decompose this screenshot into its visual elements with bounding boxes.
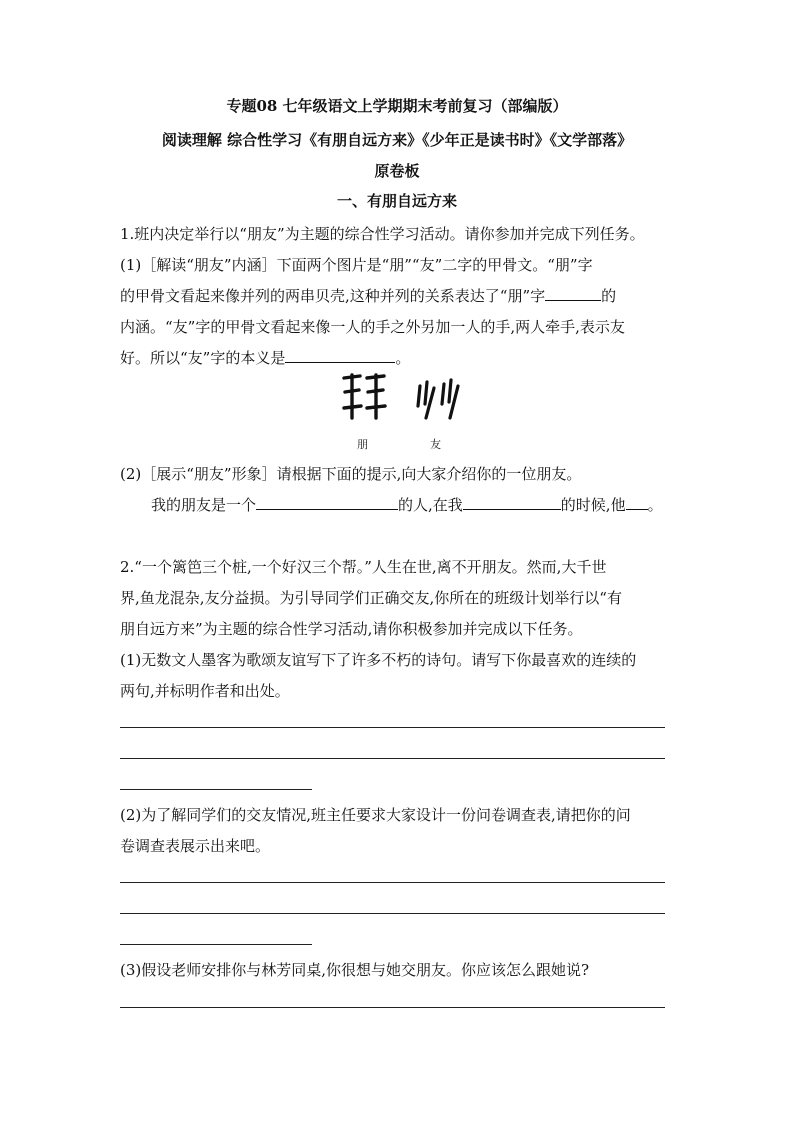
- q1-part1-line3: 内涵。“友”字的甲骨文看起来像一人的手之外另加一人的手,两人牵手,表示友: [120, 318, 625, 336]
- q2-part2-line2: 卷调查表展示出来吧。: [120, 837, 271, 855]
- q1-part2-text-d: 。: [647, 496, 663, 514]
- oracle-bone-you-image: [414, 372, 462, 432]
- answer-blank-situation[interactable]: [463, 495, 561, 510]
- q1-part1-line2-text: 的甲骨文看起来像并列的两串贝壳,这种并列的关系表达了“朋”字: [120, 287, 546, 305]
- doc-subtitle: 阅读理解 综合性学习《有朋自远方来》《少年正是读书时》《文学部落》: [161, 131, 633, 149]
- q1-part1-line4-tail: 。: [395, 349, 411, 367]
- doc-version-label: 原卷板: [374, 162, 420, 180]
- q1-part1-line2: [120, 286, 680, 306]
- section-heading: 一、有朋自远方来: [336, 192, 457, 210]
- q1-part1-line4: [120, 348, 680, 368]
- q1-part2-line1: (2)［展示“朋友”形象］请根据下面的提示,向大家介绍你的一位朋友。: [120, 465, 582, 483]
- oracle-bone-peng-image: [340, 372, 388, 432]
- answer-line-q2-1c[interactable]: [120, 789, 312, 790]
- answer-blank-peng-meaning[interactable]: [545, 286, 601, 301]
- q1-part1-line1: (1)［解读“朋友”内涵］下面两个图片是“朋”“友”二字的甲骨文。“朋”字: [120, 256, 593, 274]
- q1-part1-line2-tail: 的: [601, 287, 617, 305]
- q2-part3-line1: (3)假设老师安排你与林芳同桌,你很想与她交朋友。你应该怎么跟她说?: [120, 961, 590, 979]
- answer-line-q2-2b[interactable]: [120, 913, 665, 914]
- answer-blank-friend-trait[interactable]: [256, 495, 398, 510]
- answer-line-q2-2a[interactable]: [120, 882, 665, 883]
- q2-intro-line3: 朋自远方来”为主题的综合性学习活动,请你积极参加并完成以下任务。: [120, 620, 583, 638]
- q1-intro: 1.班内决定举行以“朋友”为主题的综合性学习活动。请你参加并完成下列任务。: [120, 225, 645, 243]
- caption-you: 友: [430, 438, 441, 451]
- answer-line-q2-2c[interactable]: [120, 944, 312, 945]
- q2-intro-line2: 界,鱼龙混杂,友分益损。为引导同学们正确交友,你所在的班级计划举行以“有: [120, 589, 622, 607]
- q2-part2-line1: (2)为了解同学们的交友情况,班主任要求大家设计一份问卷调查表,请把你的问: [120, 806, 631, 824]
- q1-part2-text-a: 我的朋友是一个: [151, 496, 257, 514]
- caption-peng: 朋: [357, 438, 368, 451]
- q2-intro-line1: 2.“一个篱笆三个桩,一个好汉三个帮。”人生在世,离不开朋友。然而,大千世: [120, 558, 607, 576]
- q2-part1-line1: (1)无数文人墨客为歌颂友谊写下了许多不朽的诗句。请写下你最喜欢的连续的: [120, 651, 637, 669]
- answer-line-q2-3a[interactable]: [120, 1007, 665, 1008]
- answer-blank-you-meaning[interactable]: [285, 348, 395, 363]
- answer-line-q2-1a[interactable]: [120, 727, 665, 728]
- answer-line-q2-1b[interactable]: [120, 758, 665, 759]
- q1-part2-text-b: 的人,在我: [398, 496, 463, 514]
- answer-blank-action[interactable]: [626, 495, 648, 510]
- q1-part2-line2: [151, 495, 691, 515]
- q2-part1-line2: 两句,并标明作者和出处。: [120, 682, 290, 700]
- doc-title: 专题08 七年级语文上学期期末考前复习（部编版）: [226, 97, 568, 115]
- q1-part1-line4-text: 好。所以“友”字的本义是: [120, 349, 286, 367]
- q1-part2-text-c: 的时候,他: [560, 496, 626, 514]
